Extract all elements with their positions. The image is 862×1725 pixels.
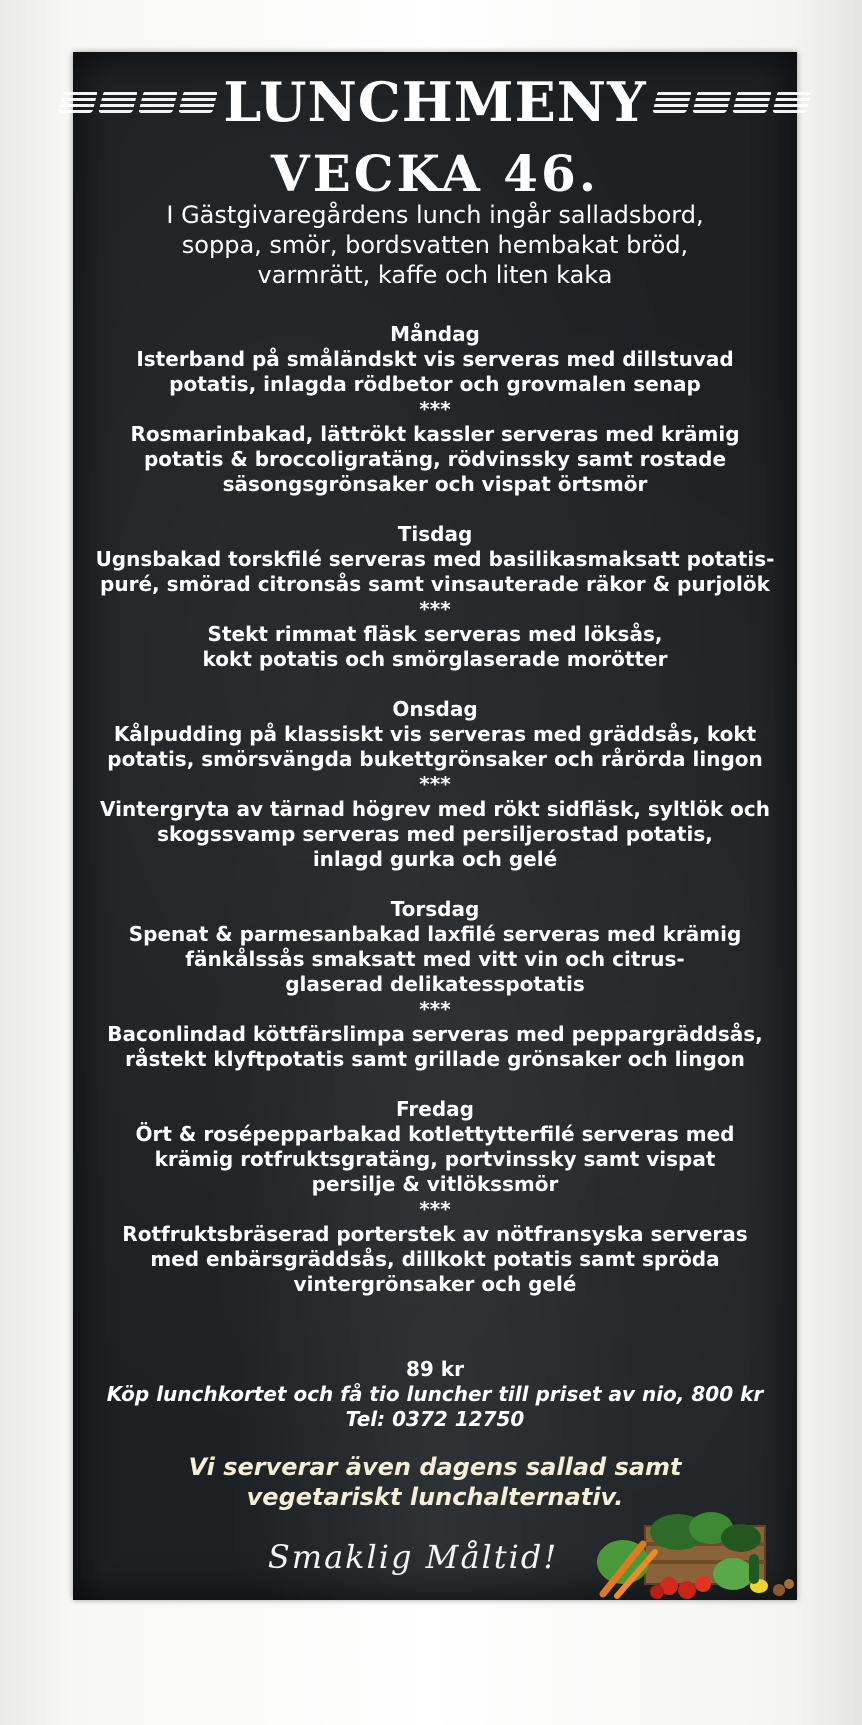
right-decoration — [655, 91, 809, 113]
price: 89 kr — [406, 1357, 464, 1381]
day-wednesday — [73, 697, 797, 872]
dish-line: Spenat & parmesanbakad laxfilé serveras med krämig — [128, 922, 742, 946]
weekly-menu — [73, 322, 797, 1322]
week-number: VECKA 46. — [270, 144, 600, 203]
separator: *** — [419, 1197, 451, 1221]
dish-line: Rotfruktsbräserad porterstek av nötfransyska serveras — [122, 1222, 748, 1246]
day-tuesday — [73, 522, 797, 672]
extra-offer — [73, 1452, 797, 1512]
dish-line: glaserad delikatesspotatis — [285, 972, 585, 996]
dish-line: säsongsgrönsaker och vispat örtsmör — [222, 472, 648, 496]
menu-title: LUNCHMENY — [223, 70, 647, 134]
dish-line: Ugnsbakad torskfilé serveras med basilikasmaksatt potatis- — [95, 547, 775, 571]
dish-line: med enbärsgräddsås, dillkokt potatis samt spröda — [150, 1247, 720, 1271]
day-heading: Torsdag — [390, 897, 480, 921]
dish-line: potatis, smörsvängda bukettgrönsaker och rårörda lingon — [107, 747, 763, 771]
sign-off: Smaklig Måltid! — [267, 1538, 559, 1576]
dish-line: skogssvamp serveras med persiljerostad potatis, — [157, 822, 713, 846]
phone-number: Tel: 0372 12750 — [345, 1407, 525, 1431]
separator: *** — [419, 397, 451, 421]
day-heading: Onsdag — [392, 697, 478, 721]
day-heading: Fredag — [396, 1097, 474, 1121]
dish-line: potatis & broccoligratäng, rödvinssky samt rostade — [143, 447, 727, 471]
day-monday — [73, 322, 797, 497]
dish-line: krämig rotfruktsgratäng, portvinssky samt vispat — [154, 1147, 716, 1171]
day-heading: Måndag — [390, 322, 480, 346]
dish-line: kokt potatis och smörglaserade morötter — [202, 647, 668, 671]
dish-line: Vintergryta av tärnad högrev med rökt sidfläsk, syltlök och — [100, 797, 770, 821]
dish-line: Isterband på småländskt vis serveras med dillstuvad — [136, 347, 734, 371]
separator: *** — [419, 997, 451, 1021]
dish-line: Stekt rimmat fläsk serveras med löksås, — [207, 622, 663, 646]
dish-line: Rosmarinbakad, lättrökt kassler serveras med krämig — [130, 422, 740, 446]
day-thursday — [73, 897, 797, 1072]
intro-line: I Gästgivaregårdens lunch ingår salladsbord, — [166, 201, 704, 229]
day-friday — [73, 1097, 797, 1297]
price-info — [73, 1357, 797, 1432]
intro-line: varmrätt, kaffe och liten kaka — [257, 261, 613, 289]
day-heading: Tisdag — [397, 522, 473, 546]
dish-line: inlagd gurka och gelé — [312, 847, 558, 871]
dish-line: persilje & vitlökssmör — [311, 1172, 559, 1196]
dish-line: råstekt klyftpotatis samt grillade grönsaker och lingon — [125, 1047, 745, 1071]
vegetable-crate-icon — [583, 1504, 797, 1600]
dish-line: potatis, inlagda rödbetor och grovmalen senap — [169, 372, 701, 396]
extra-line: Vi serverar även dagens sallad samt — [188, 1453, 682, 1481]
left-decoration — [61, 91, 215, 113]
dish-line: vintergrönsaker och gelé — [293, 1272, 577, 1296]
dish-line: Baconlindad köttfärslimpa serveras med peppargräddsås, — [107, 1022, 763, 1046]
lunch-card-offer: Köp lunchkortet och få tio luncher till priset av nio, 800 kr — [106, 1382, 764, 1406]
header — [73, 66, 797, 138]
chalkboard — [73, 52, 797, 1600]
separator: *** — [419, 597, 451, 621]
dish-line: Kålpudding på klassiskt vis serveras med gräddsås, kokt — [113, 722, 757, 746]
dish-line: fänkålssås smaksatt med vitt vin och citrus- — [185, 947, 685, 971]
intro-text — [93, 200, 777, 290]
dish-line: Ört & rosépepparbakad kotlettytterfilé serveras med — [135, 1122, 735, 1146]
dish-line: puré, smörad citronsås samt vinsauterade räkor & purjolök — [100, 572, 770, 596]
extra-line: vegetariskt lunchalternativ. — [246, 1483, 624, 1511]
separator: *** — [419, 772, 451, 796]
intro-line: soppa, smör, bordsvatten hembakat bröd, — [181, 231, 689, 259]
